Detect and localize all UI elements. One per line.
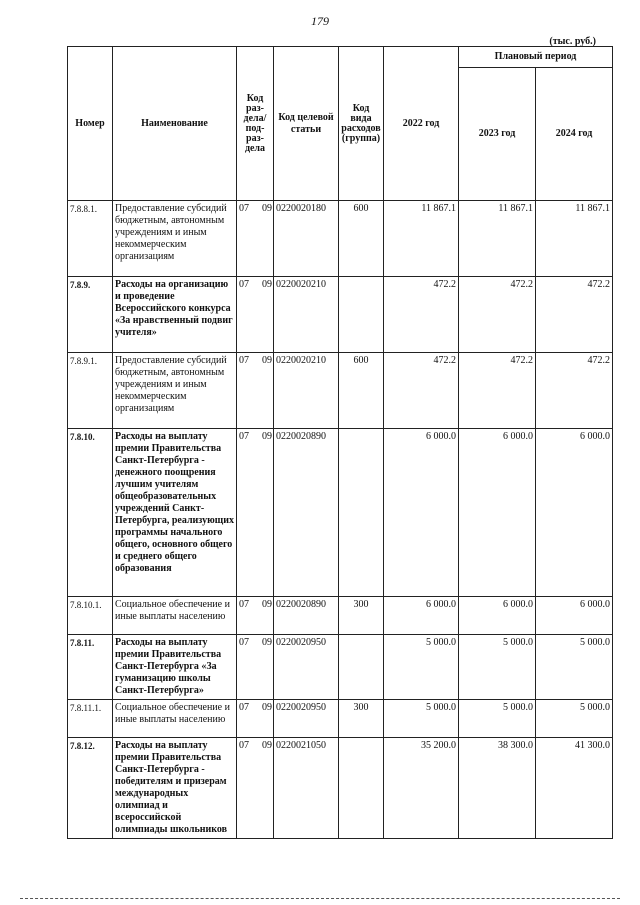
row-number: 7.8.11. (68, 635, 113, 700)
row-amount-2023: 6 000.0 (459, 597, 536, 635)
row-amount-2022: 5 000.0 (384, 635, 459, 700)
row-section-code (237, 597, 274, 635)
row-subsection: 09 (262, 740, 272, 751)
table-row (68, 597, 613, 635)
row-section-code (237, 429, 274, 597)
row-amount-2024: 5 000.0 (536, 700, 613, 738)
row-number: 7.8.10. (68, 429, 113, 597)
row-section-code (237, 738, 274, 839)
row-number: 7.8.12. (68, 738, 113, 839)
table-row (68, 635, 613, 700)
row-subsection: 09 (262, 431, 272, 442)
row-target-code: 0220020950 (274, 635, 339, 700)
row-target-code: 0220020180 (274, 201, 339, 277)
row-subsection: 09 (262, 637, 272, 648)
table-row (68, 429, 613, 597)
row-name: Социальное обеспечение и иные выплаты населению (113, 700, 237, 738)
row-target-code: 0220021050 (274, 738, 339, 839)
header-number: Номер (68, 47, 113, 201)
row-name: Расходы на выплату премии Правительства Санкт-Петербурга - победителям и призерам международных олимпиад и всероссийской олимпиады школьников (113, 738, 237, 839)
row-subsection: 09 (262, 279, 272, 290)
header-planned-period: Плановый период (459, 47, 613, 68)
row-amount-2024: 472.2 (536, 353, 613, 429)
row-section: 07 (239, 637, 249, 648)
row-number: 7.8.11.1. (68, 700, 113, 738)
row-section: 07 (239, 203, 249, 214)
row-amount-2023: 472.2 (459, 353, 536, 429)
row-amount-2022: 6 000.0 (384, 429, 459, 597)
row-section: 07 (239, 599, 249, 610)
row-number: 7.8.9.1. (68, 353, 113, 429)
row-section-code (237, 277, 274, 353)
row-name: Предоставление субсидий бюджетным, автономным учреждениям и иным некоммерческим организациям (113, 353, 237, 429)
bottom-rule (20, 898, 620, 899)
row-section: 07 (239, 355, 249, 366)
row-kind-code (339, 277, 384, 353)
budget-table (67, 46, 613, 839)
table-row (68, 700, 613, 738)
row-amount-2022: 35 200.0 (384, 738, 459, 839)
header-target: Код целевой статьи (274, 47, 339, 201)
row-name: Расходы на выплату премии Правительства Санкт-Петербурга «За гуманизацию школы Санкт-Петербурга» (113, 635, 237, 700)
row-amount-2022: 11 867.1 (384, 201, 459, 277)
row-kind-code: 600 (339, 353, 384, 429)
row-section: 07 (239, 279, 249, 290)
row-kind-code: 600 (339, 201, 384, 277)
row-section: 07 (239, 431, 249, 442)
row-kind-code (339, 429, 384, 597)
row-subsection: 09 (262, 702, 272, 713)
header-2022: 2022 год (384, 47, 459, 201)
row-amount-2022: 472.2 (384, 277, 459, 353)
row-amount-2023: 5 000.0 (459, 700, 536, 738)
row-name: Расходы на выплату премии Правительства Санкт-Петербурга - денежного поощрения лучшим учителям общеобразовательных учреждений Санкт-Петербурга, реализующих программы начального общего, основного общего и среднего общего образования (113, 429, 237, 597)
row-section: 07 (239, 740, 249, 751)
row-amount-2022: 6 000.0 (384, 597, 459, 635)
row-target-code: 0220020890 (274, 429, 339, 597)
row-amount-2023: 6 000.0 (459, 429, 536, 597)
row-amount-2023: 472.2 (459, 277, 536, 353)
row-amount-2023: 11 867.1 (459, 201, 536, 277)
row-subsection: 09 (262, 355, 272, 366)
table-body (68, 201, 613, 839)
header-kind: Код вида расходов (группа) (339, 47, 384, 201)
row-section-code (237, 700, 274, 738)
row-amount-2023: 5 000.0 (459, 635, 536, 700)
row-amount-2024: 41 300.0 (536, 738, 613, 839)
row-amount-2023: 38 300.0 (459, 738, 536, 839)
row-amount-2024: 5 000.0 (536, 635, 613, 700)
row-number: 7.8.9. (68, 277, 113, 353)
row-target-code: 0220020210 (274, 353, 339, 429)
row-amount-2024: 11 867.1 (536, 201, 613, 277)
row-target-code: 0220020950 (274, 700, 339, 738)
row-target-code: 0220020890 (274, 597, 339, 635)
row-name: Социальное обеспечение и иные выплаты населению (113, 597, 237, 635)
row-name: Предоставление субсидий бюджетным, автономным учреждениям и иным некоммерческим организациям (113, 201, 237, 277)
header-2023: 2023 год (459, 68, 536, 201)
table-row (68, 201, 613, 277)
page-number: 179 (311, 14, 329, 28)
row-amount-2022: 5 000.0 (384, 700, 459, 738)
row-amount-2022: 472.2 (384, 353, 459, 429)
row-subsection: 09 (262, 203, 272, 214)
header-2024: 2024 год (536, 68, 613, 201)
row-section: 07 (239, 702, 249, 713)
row-kind-code (339, 738, 384, 839)
row-amount-2024: 6 000.0 (536, 429, 613, 597)
row-subsection: 09 (262, 599, 272, 610)
header-name: Наименование (113, 47, 237, 201)
row-section-code (237, 635, 274, 700)
row-target-code: 0220020210 (274, 277, 339, 353)
header-section: Код раз-дела/ под-раз-дела (237, 47, 274, 201)
row-kind-code: 300 (339, 597, 384, 635)
row-kind-code (339, 635, 384, 700)
units-label: (тыс. руб.) (549, 36, 596, 47)
row-kind-code: 300 (339, 700, 384, 738)
row-section-code (237, 201, 274, 277)
row-number: 7.8.8.1. (68, 201, 113, 277)
table-row (68, 738, 613, 839)
row-amount-2024: 6 000.0 (536, 597, 613, 635)
row-name: Расходы на организацию и проведение Всероссийского конкурса «За нравственный подвиг учителя» (113, 277, 237, 353)
table-row (68, 353, 613, 429)
row-number: 7.8.10.1. (68, 597, 113, 635)
row-section-code (237, 353, 274, 429)
table-row (68, 277, 613, 353)
row-amount-2024: 472.2 (536, 277, 613, 353)
